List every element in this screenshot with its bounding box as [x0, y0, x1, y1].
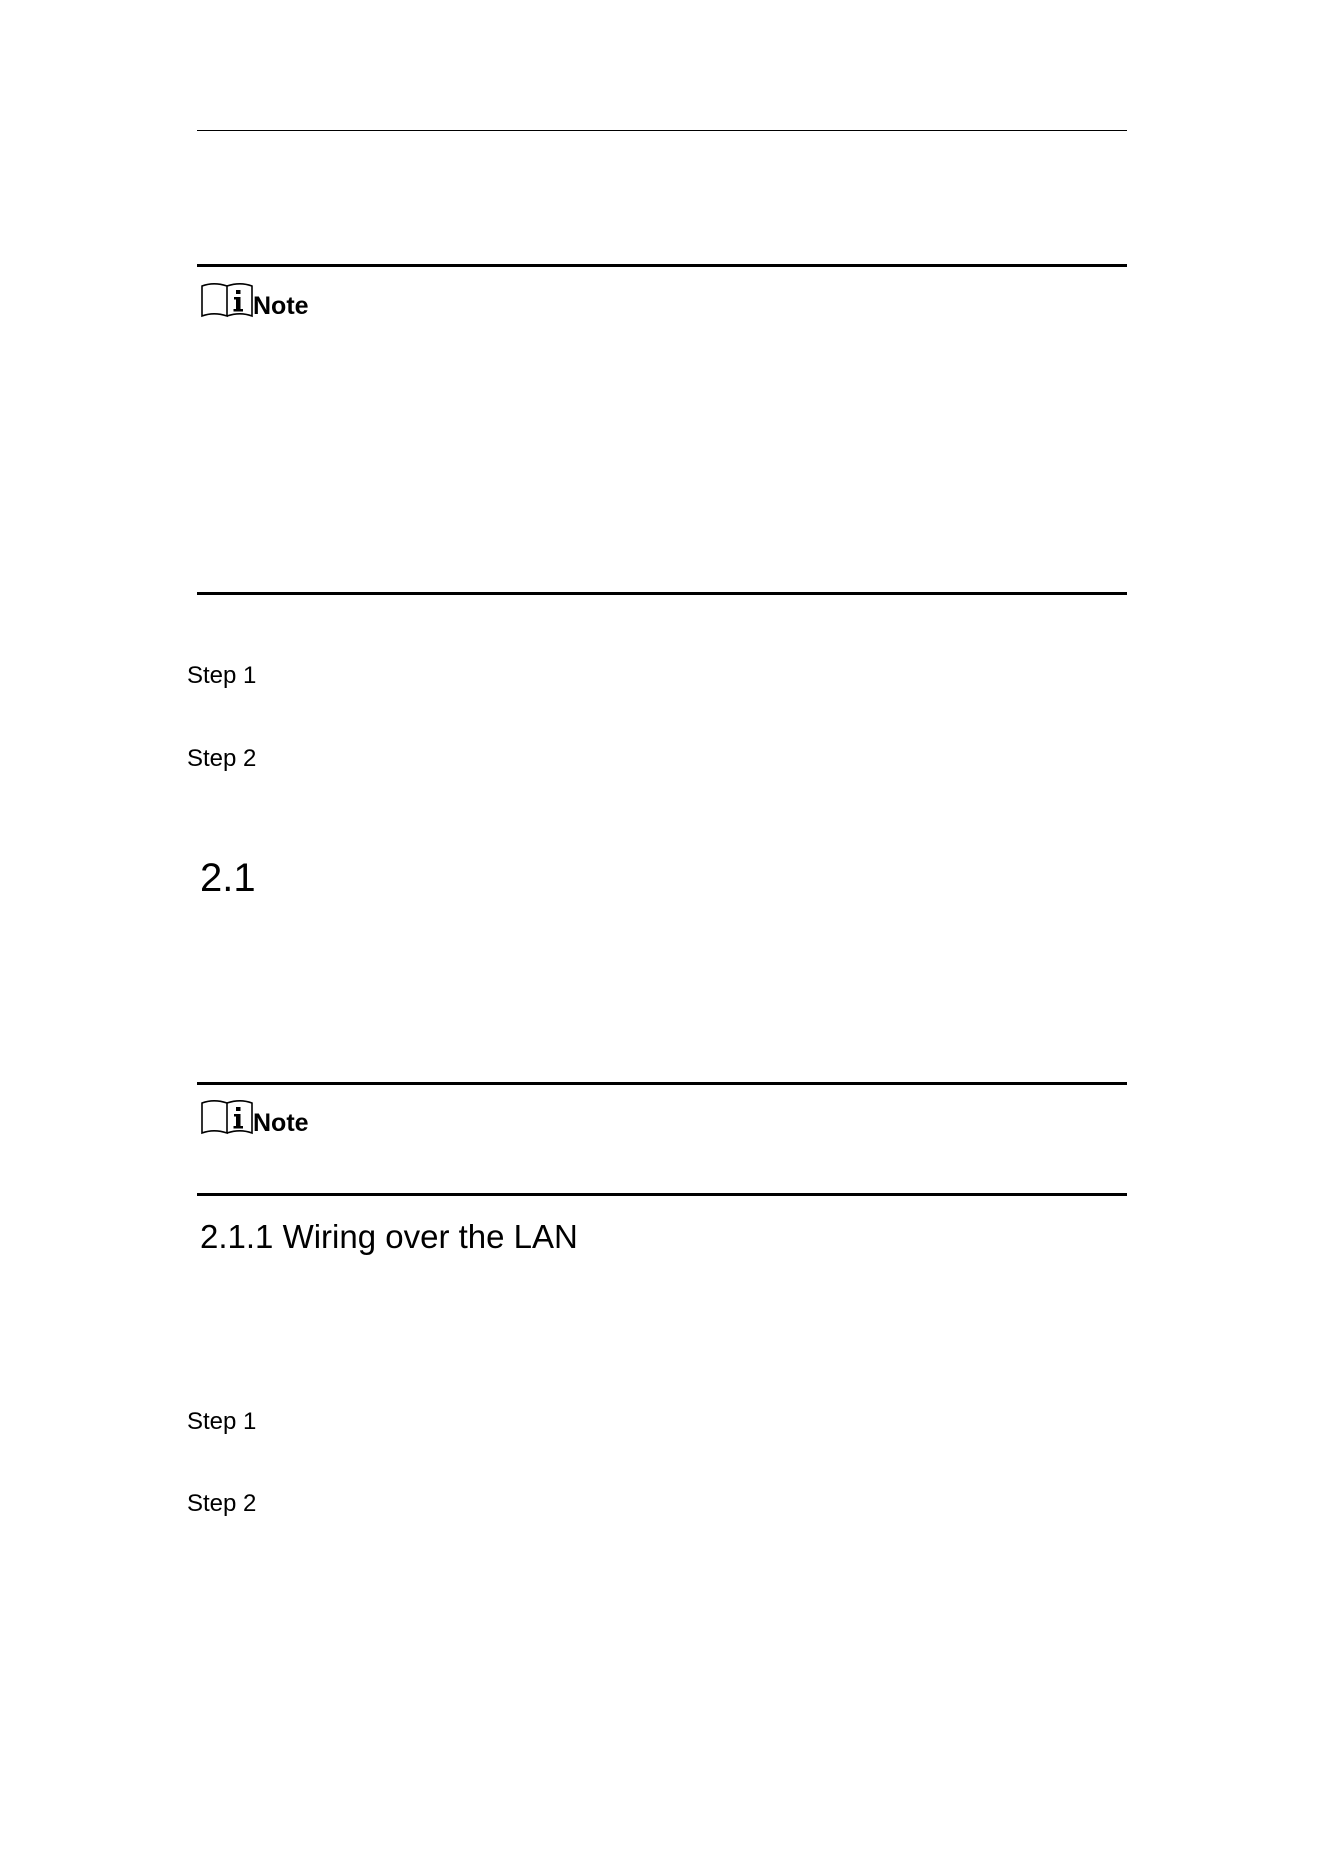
section-heading: 2.1 — [200, 856, 256, 900]
step-1-label: Step 1 — [187, 1408, 257, 1435]
note-label-text: Note — [253, 1109, 309, 1137]
subsection-heading: 2.1.1 Wiring over the LAN — [200, 1218, 578, 1255]
info-book-icon — [200, 1097, 254, 1137]
note-2-label — [200, 1097, 309, 1137]
note-2-bottom-rule — [197, 1193, 1127, 1196]
info-book-icon — [200, 280, 254, 320]
note-1-label — [200, 280, 309, 320]
note-1-top-rule — [197, 264, 1127, 267]
step-2-label: Step 2 — [187, 1490, 257, 1517]
header-rule — [197, 130, 1127, 131]
note-1-bottom-rule — [197, 592, 1127, 595]
note-2-top-rule — [197, 1082, 1127, 1085]
step-1-label: Step 1 — [187, 662, 257, 689]
step-2-label: Step 2 — [187, 745, 257, 772]
note-label-text: Note — [253, 292, 309, 320]
